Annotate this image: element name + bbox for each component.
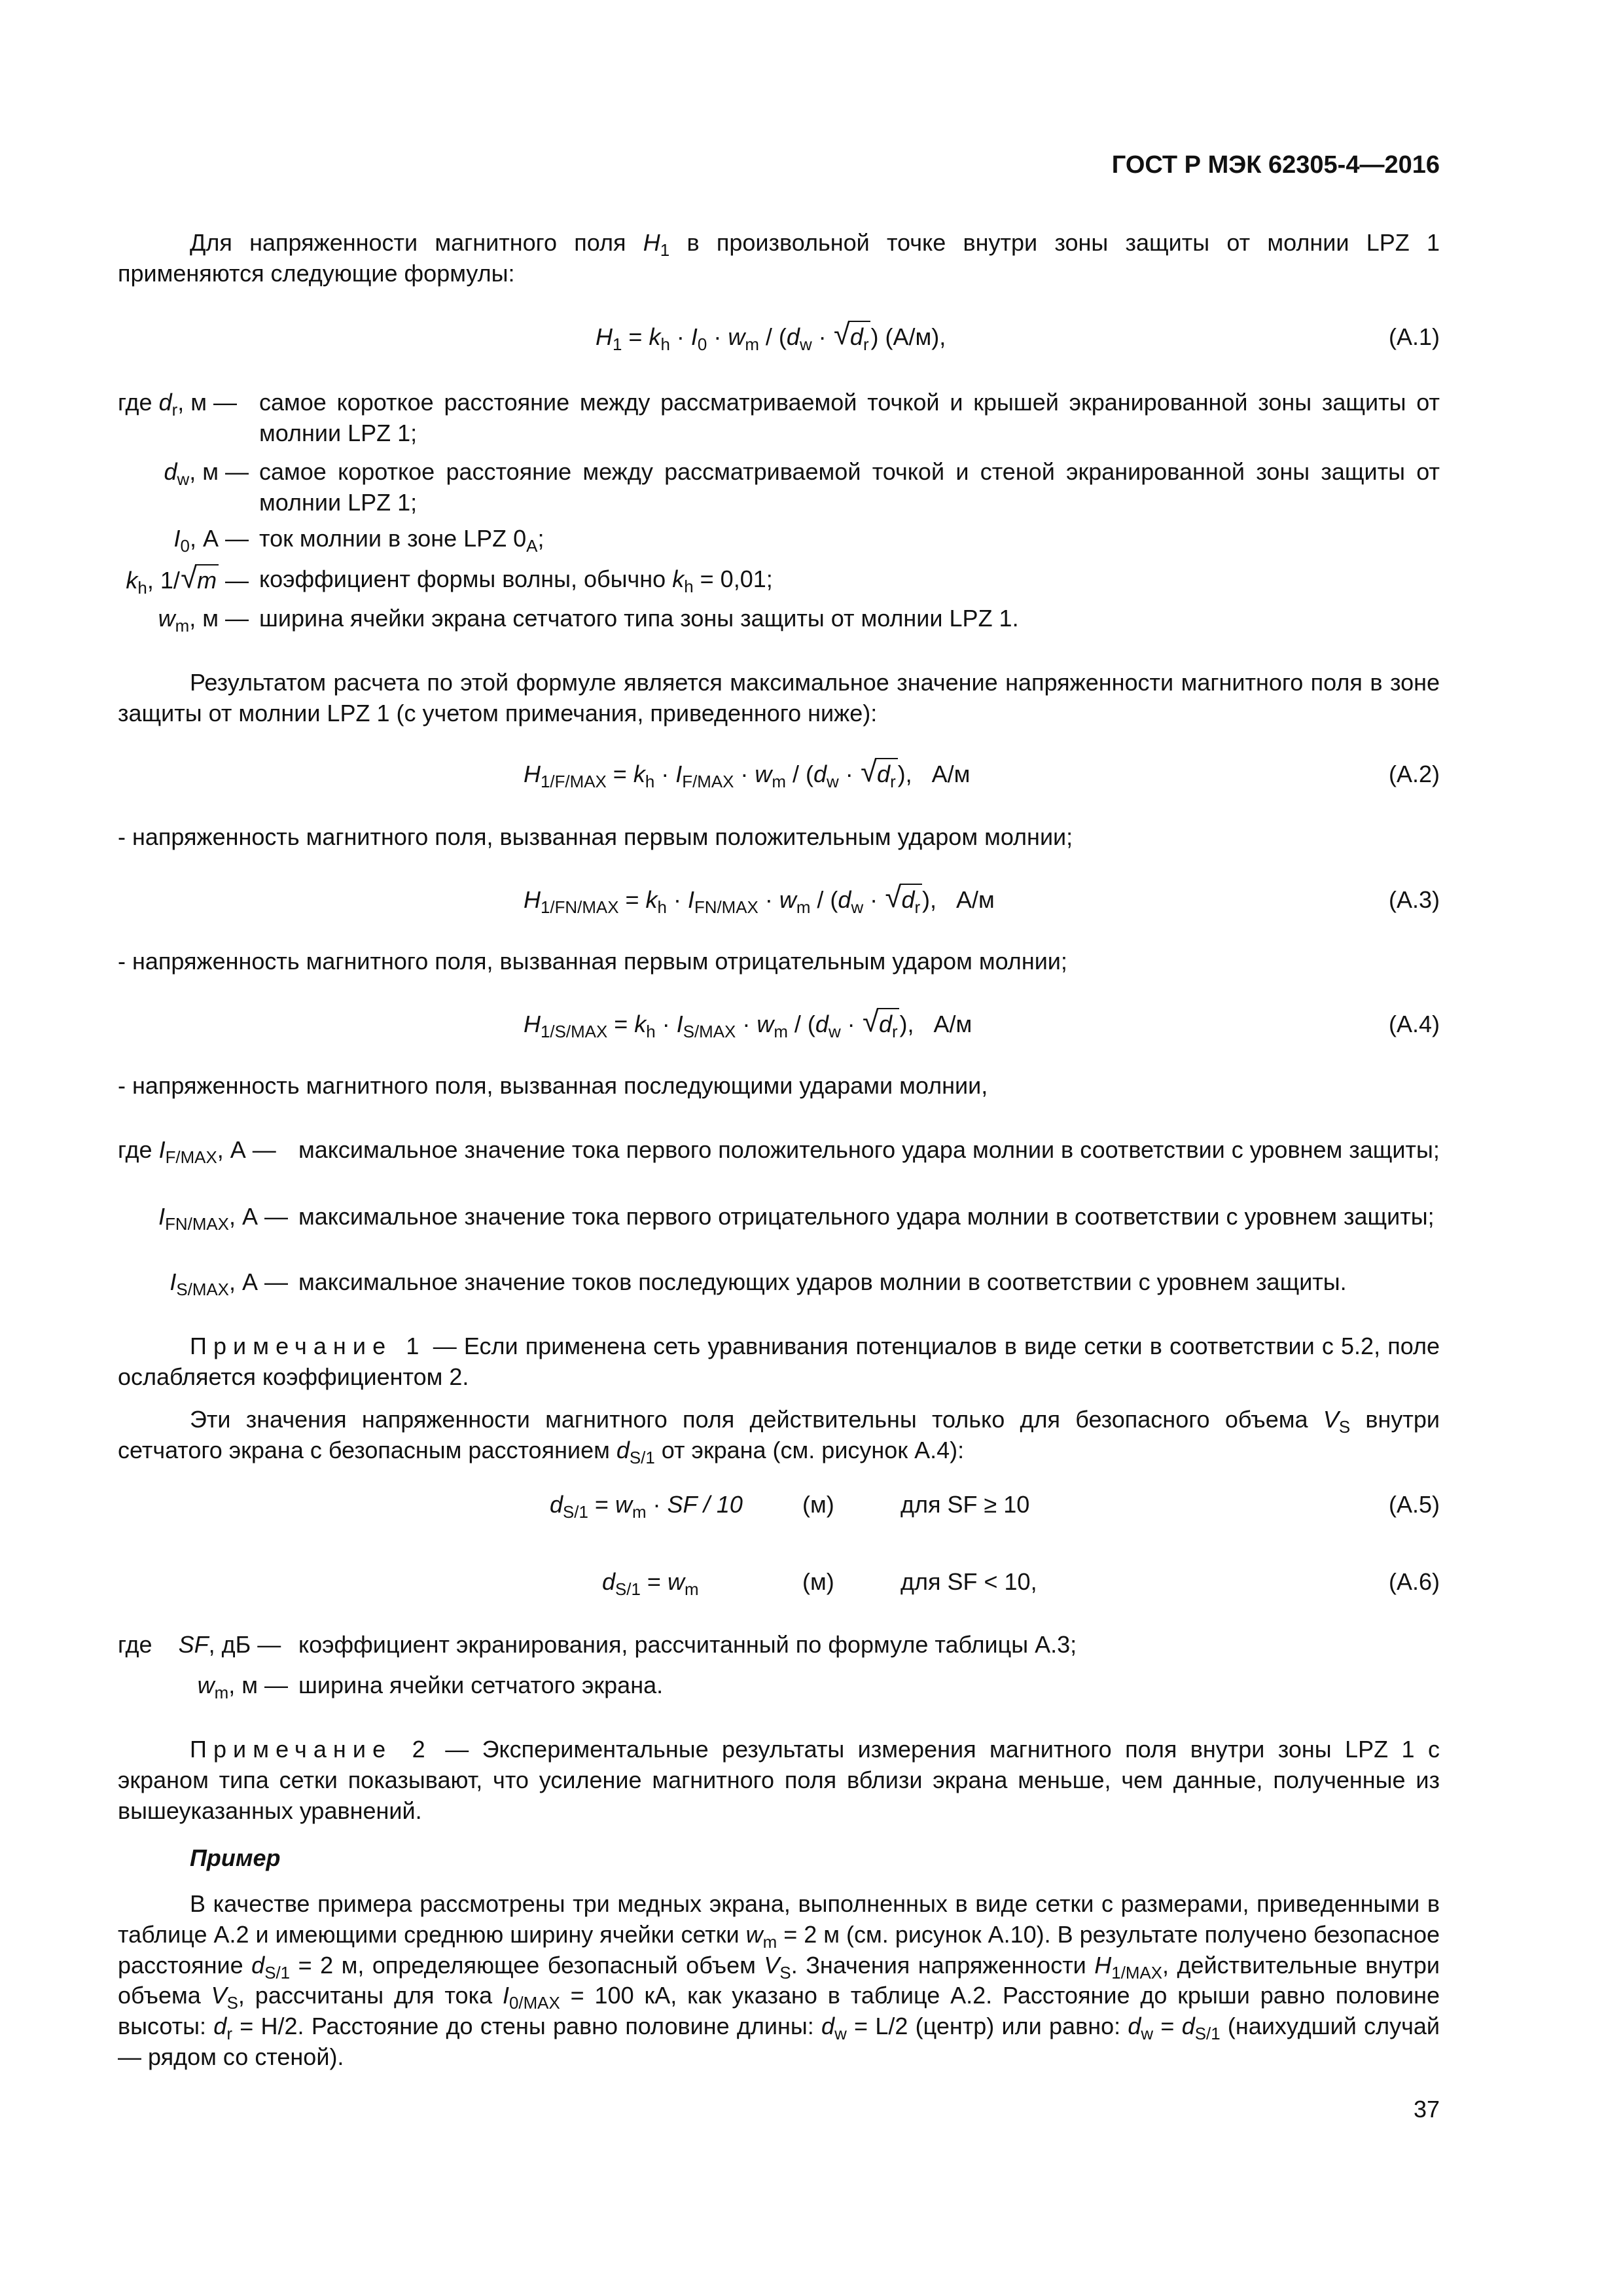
where-text-kh: коэффициент формы волны, обычно $k_h = 0,01$; <box>259 565 773 596</box>
where-text-if: максимальное значение тока первого положительного удара молнии в соответствии с уровнем защиты; <box>298 1136 1440 1163</box>
formula-a6-condition: для SF < 10, <box>901 1568 1037 1595</box>
dash-line-subsequent: - напряженность магнитного поля, вызванная последующими ударами молнии, <box>118 1072 988 1099</box>
formula-a6-unit: (м) <box>802 1568 834 1595</box>
where-label-i0: $I_0$, А — <box>173 525 249 556</box>
dash-line-first-negative: - напряженность магнитного поля, вызванная первым отрицательным ударом молнии; <box>118 948 1067 975</box>
where-label-kh: $k_h$, 1/√ m — <box>126 564 249 596</box>
formula-a2: $H_{1/F/MAX} = k_h \cdot I_{F/MAX} \cdot w_m / (d_w$ · √ $d_r$), А/м <box>524 758 970 790</box>
where-label-dr: где $d_r$, м — <box>118 389 237 420</box>
note-2: Примечание 2 — Экспериментальные результаты измерения магнитного поля внутри зоны LPZ 1 с экраном типа сетки показывают, что усиление магнитного поля вблизи экрана меньше, чем данные, полученные из вышеуказанных уравнений. <box>118 1736 1440 1824</box>
where-text-is: максимальное значение токов последующих ударов молнии в соответствии с уровнем защиты. <box>298 1268 1347 1295</box>
where-label-dw: $d_w$, м — <box>164 458 249 489</box>
where-label-if: где $I_{F/MAX}$, А — <box>118 1136 276 1167</box>
page-number: 37 <box>1413 2096 1440 2123</box>
validity-paragraph: Эти значения напряженности магнитного поля действительны только для безопасного объема $V_S$ внутри сетчатого экрана с безопасным расстоянием $d_{S/1}$ от экрана (см. рисунок A.4): <box>118 1406 1440 1467</box>
formula-a5-unit: (м) <box>802 1491 834 1518</box>
where-text-dw: самое короткое расстояние между рассматриваемой точкой и стеной экранированной зоны защиты от молнии LPZ 1; <box>259 458 1440 516</box>
where-text-i0: ток молнии в зоне LPZ $0_A$; <box>259 525 544 556</box>
formula-a3: $H_{1/FN/MAX} = k_h \cdot I_{FN/MAX} \cdot w_m / (d_w$ · √ $d_r$), А/м <box>524 884 995 916</box>
where-label-ifn: $I_{FN/MAX}$, А — <box>158 1203 288 1234</box>
where-text-ifn: максимальное значение тока первого отрицательного удара молнии в соответствии с уровнем защиты; <box>298 1203 1435 1230</box>
where-label-wm: $w_m$, м — <box>158 605 249 636</box>
formula-a6: $d_{S/1} = w_m$ <box>602 1568 699 1599</box>
formula-a5: $d_{S/1} = w_m$ · SF / 10 <box>550 1491 743 1522</box>
equation-number-a6: (A.6) <box>1388 1568 1440 1595</box>
where-text-wm: ширина ячейки экрана сетчатого типа зоны защиты от молнии LPZ 1. <box>259 605 1019 632</box>
where-label-is: $I_{S/MAX}$, А — <box>169 1268 288 1299</box>
note-1: Примечание 1 — Если применена сеть уравнивания потенциалов в виде сетки в соответствии с 5.2, поле ослабляется коэффициентом 2. <box>118 1333 1440 1390</box>
where-label-wm2: $w_m$, м — <box>197 1672 288 1702</box>
where-text-wm2: ширина ячейки сетчатого экрана. <box>298 1672 664 1698</box>
equation-number-a2: (A.2) <box>1388 761 1440 787</box>
where-label-sf: где SF, дБ — <box>118 1631 281 1658</box>
dash-line-first-positive: - напряженность магнитного поля, вызванная первым положительным ударом молнии; <box>118 823 1073 850</box>
equation-number-a4: (A.4) <box>1388 1011 1440 1037</box>
intro-paragraph: Для напряженности магнитного поля $H_1$ в произвольной точке внутри зоны защиты от молнии LPZ 1 применяются следующие формулы: <box>118 229 1440 287</box>
example-heading: Пример <box>190 1844 281 1871</box>
equation-number-a5: (A.5) <box>1388 1491 1440 1518</box>
formula-a1: $H_1 = k_h \cdot I_0 \cdot w_m / (d_w$ · √ $d_r$) (А/м), <box>596 321 946 353</box>
equation-number-a1: (A.1) <box>1388 323 1440 350</box>
example-paragraph: В качестве примера рассмотрены три медных экрана, выполненных в виде сетки с размерами, приведенными в таблице A.2 и имеющими среднюю ширину ячейки сетки $w_m = 2$ м (см. рисунок A.10). В результате получено безопасное расстояние $d_{S/1} = 2$ м, определяющее безопасный объем $V_S$. Значения напряженности $H_{1/MAX}$, действительные внутри объема $V_S$, рассчитаны для тока $I_{0/MAX} = 100$ кА, как указано в таблице A.2. Расстояние до крыши равно половине высоты: $d_r = H/2$. Расстояние до стены равно половине длины: $d_w = L/2$ (центр) или равно: $d_w = d_{S/1}$ (наихудший случай — рядом со стеной). <box>118 1890 1440 2070</box>
formula-a4: $H_{1/S/MAX} = k_h \cdot I_{S/MAX} \cdot w_m / (d_w$ · √ $d_r$), А/м <box>524 1008 972 1040</box>
equation-number-a3: (A.3) <box>1388 886 1440 913</box>
document-header: ГОСТ Р МЭК 62305-4—2016 <box>1111 151 1440 179</box>
formula-a5-condition: для SF ≥ 10 <box>901 1491 1030 1518</box>
where-text-sf: коэффициент экранирования, рассчитанный по формуле таблицы A.3; <box>298 1631 1077 1658</box>
where-text-dr: самое короткое расстояние между рассматриваемой точкой и крышей экранированной зоны защиты от молнии LPZ 1; <box>259 389 1440 446</box>
result-paragraph: Результатом расчета по этой формуле является максимальное значение напряженности магнитного поля в зоне защиты от молнии LPZ 1 (с учетом примечания, приведенного ниже): <box>118 669 1440 726</box>
